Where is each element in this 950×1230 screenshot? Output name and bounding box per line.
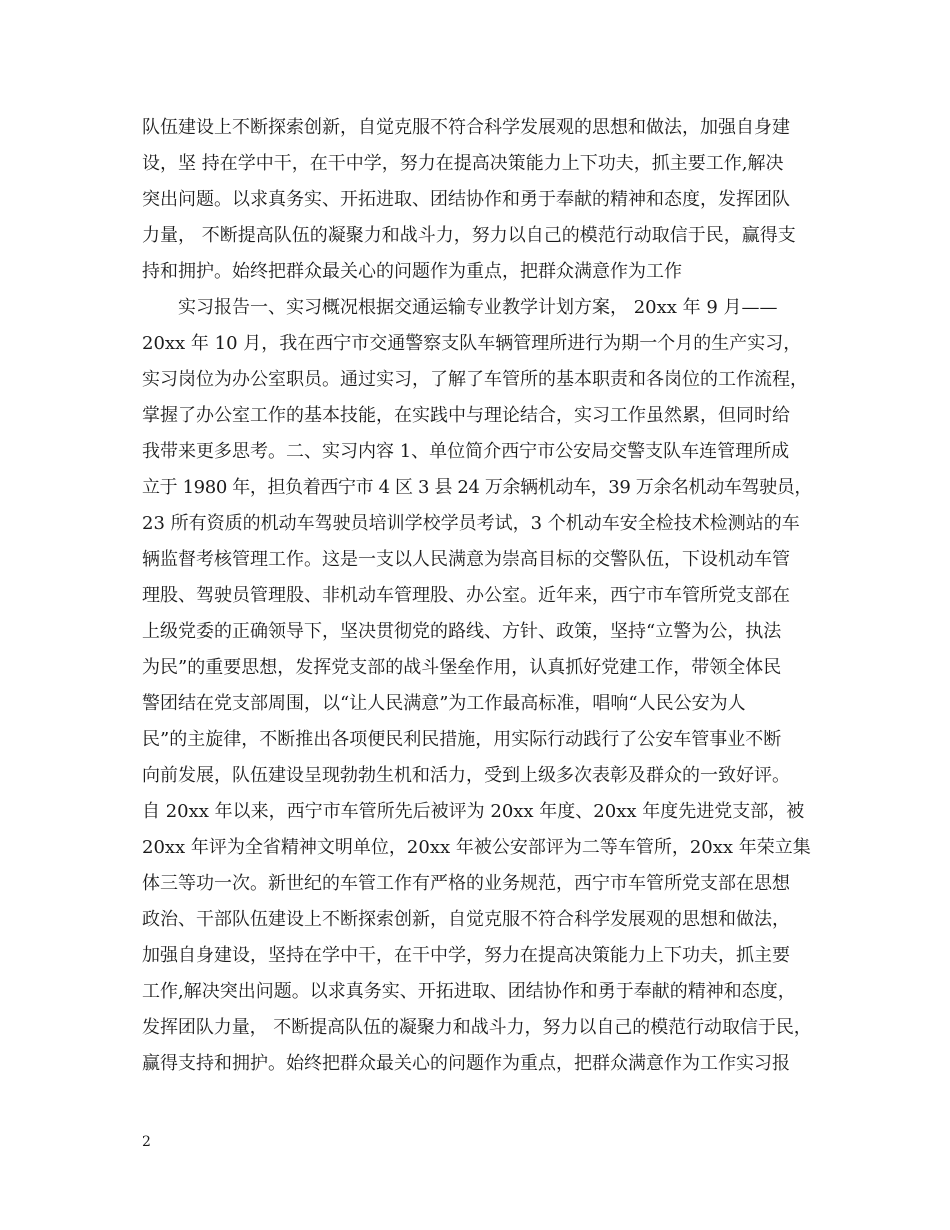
text-line: 实习岗位为办公室职员。通过实习，了解了车管所的基本职责和各岗位的工作流程， bbox=[142, 369, 808, 390]
text-line: 力量， 不断提高队伍的凝聚力和战斗力，努力以自己的模范行动取信于民，赢得支 bbox=[142, 225, 796, 246]
text-line: 立于 1980 年，担负着西宁市 4 区 3 县 24 万余辆机动车，39 万余名机动车驾驶员， bbox=[142, 477, 813, 498]
text-line: 设，坚 持在学中干，在干中学，努力在提高决策能力上下功夫，抓主要工作,解决 bbox=[142, 153, 784, 174]
text-line: 实习报告一、实习概况根据交通运输专业教学计划方案， 20xx 年 9 月—— bbox=[142, 297, 778, 318]
paragraph-2 bbox=[142, 290, 812, 1082]
text-line: 工作,解决突出问题。以求真务实、开拓进取、团结协作和勇于奉献的精神和态度， bbox=[142, 981, 796, 1002]
text-line: 民”的主旋律，不断推出各项便民利民措施，用实际行动践行了公安车管事业不断 bbox=[142, 729, 782, 750]
text-line: 赢得支持和拥护。始终把群众最关心的问题作为重点，把群众满意作为工作实习报 bbox=[142, 1053, 790, 1074]
text-line: 体三等功一次。新世纪的车管工作有严格的业务规范，西宁市车管所党支部在思想 bbox=[142, 873, 790, 894]
text-line: 20xx 年评为全省精神文明单位，20xx 年被公安部评为二等车管所，20xx 年荣立集 bbox=[142, 837, 811, 858]
text-line: 理股、驾驶员管理股、非机动车管理股、办公室。近年来，西宁市车管所党支部在 bbox=[142, 585, 790, 606]
page-number: 2 bbox=[142, 1134, 151, 1150]
text-line: 我带来更多思考。二、实习内容 1、单位简介西宁市公安局交警支队车连管理所成 bbox=[142, 441, 790, 462]
text-line: 为民”的重要思想，发挥党支部的战斗堡垒作用，认真抓好党建工作，带领全体民 bbox=[142, 657, 782, 678]
text-line: 加强自身建设，坚持在学中干，在干中学，努力在提高决策能力上下功夫，抓主要 bbox=[142, 945, 790, 966]
text-line: 政治、干部队伍建设上不断探索创新，自觉克服不符合科学发展观的思想和做法， bbox=[142, 909, 790, 930]
text-line: 23 所有资质的机动车驾驶员培训学校学员考试，3 个机动车安全检技术检测站的车 bbox=[142, 513, 800, 534]
text-line: 20xx 年 10 月，我在西宁市交通警察支队车辆管理所进行为期一个月的生产实习， bbox=[142, 333, 802, 354]
text-line: 辆监督考核管理工作。这是一支以人民满意为崇高目标的交警队伍，下设机动车管 bbox=[142, 549, 790, 570]
text-line: 警团结在党支部周围，以“让人民满意”为工作最高标准，唱响“人民公安为人 bbox=[142, 693, 746, 714]
text-line: 自 20xx 年以来，西宁市车管所先后被评为 20xx 年度、20xx 年度先进党支部，被 bbox=[142, 801, 805, 822]
text-line: 上级党委的正确领导下，坚决贯彻党的路线、方针、政策，坚持“立警为公，执法 bbox=[142, 621, 782, 642]
text-line: 突出问题。以求真务实、开拓进取、团结协作和勇于奉献的精神和态度，发挥团队 bbox=[142, 189, 790, 210]
text-line: 掌握了办公室工作的基本技能，在实践中与理论结合，实习工作虽然累，但同时给 bbox=[142, 405, 790, 426]
paragraph-1 bbox=[142, 110, 812, 290]
text-line: 向前发展，队伍建设呈现勃勃生机和活力，受到上级多次表彰及群众的一致好评。 bbox=[142, 765, 790, 786]
text-line: 队伍建设上不断探索创新，自觉克服不符合科学发展观的思想和做法，加强自身建 bbox=[142, 117, 790, 138]
text-line: 发挥团队力量， 不断提高队伍的凝聚力和战斗力，努力以自己的模范行动取信于民， bbox=[142, 1017, 812, 1038]
text-line: 持和拥护。始终把群众最关心的问题作为重点，把群众满意作为工作 bbox=[142, 261, 682, 282]
